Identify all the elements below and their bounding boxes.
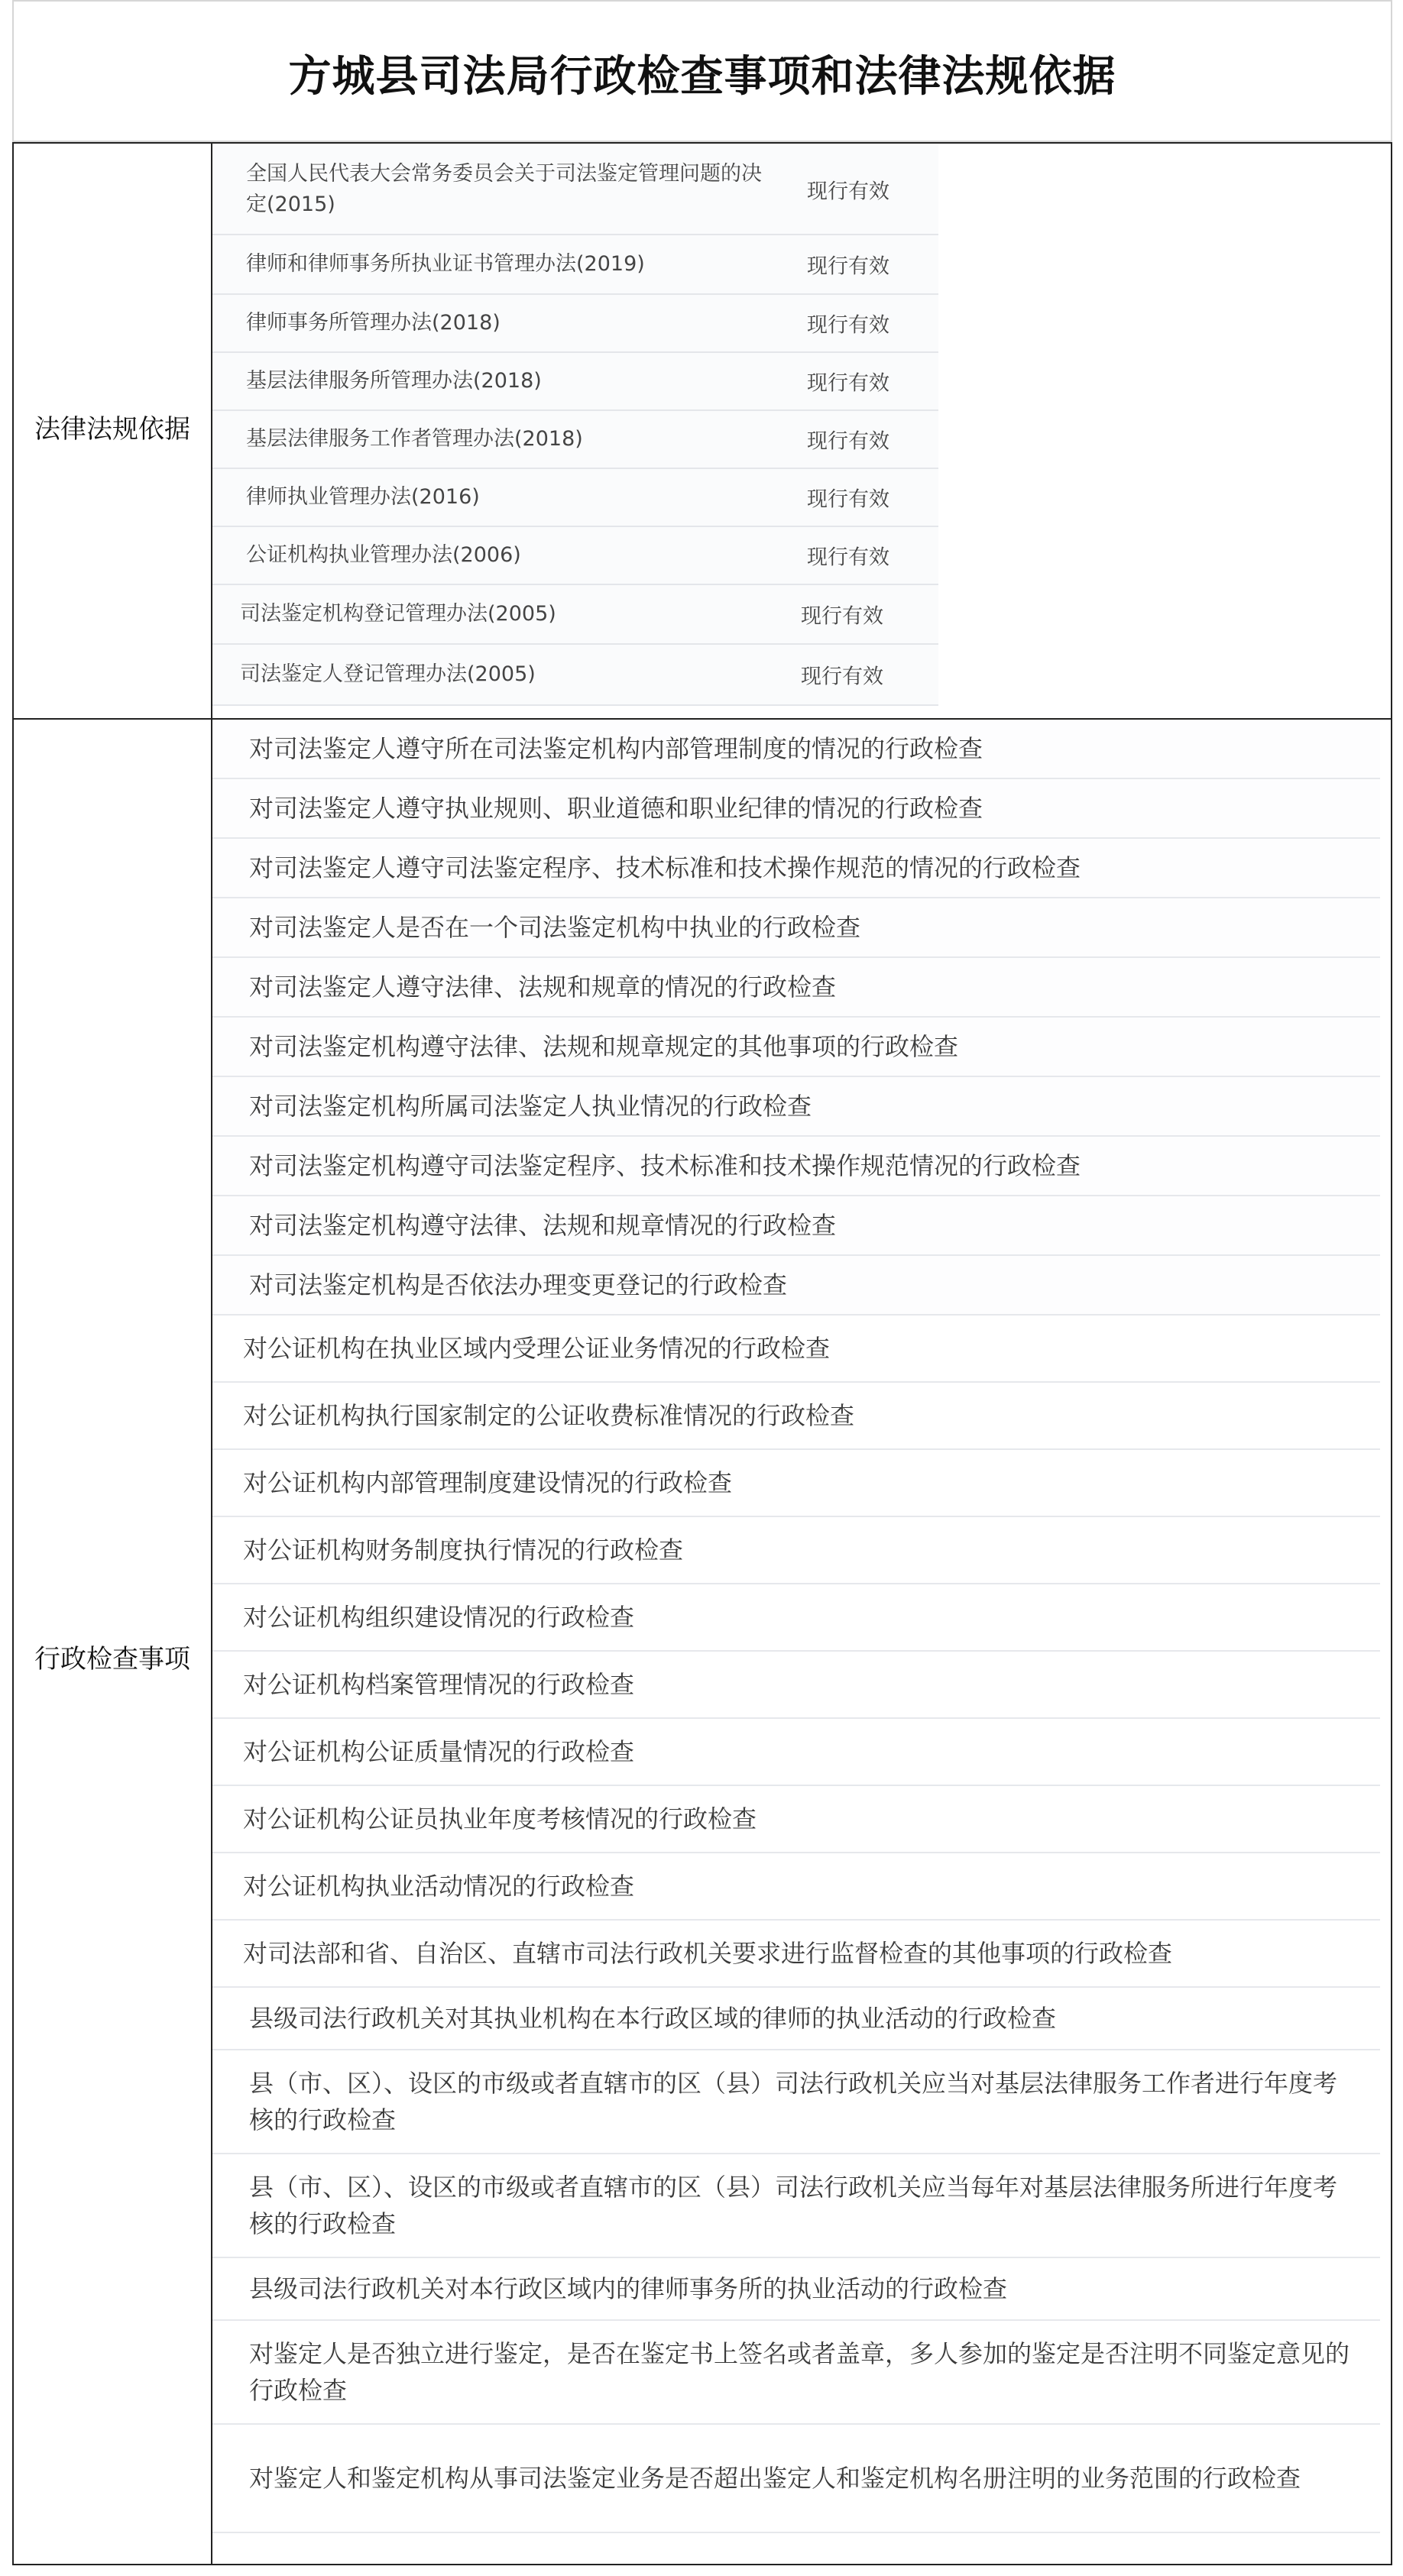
items-section-label: 行政检查事项 xyxy=(34,1644,190,1675)
inspection-item-row xyxy=(212,1196,1380,1256)
law-name: 全国人民代表大会常务委员会关于司法鉴定管理问题的决定(2015) xyxy=(246,162,762,216)
inspection-item-text: 对公证机构执业活动情况的行政检查 xyxy=(243,1872,635,1901)
inspection-item-row xyxy=(212,1256,1380,1316)
inspection-item-row xyxy=(212,2425,1380,2533)
inspection-item-row xyxy=(212,1450,1380,1517)
inspection-item-row xyxy=(212,1383,1380,1450)
inspection-item-row xyxy=(212,1719,1380,1786)
inspection-item-text: 对司法鉴定机构遵守法律、法规和规章情况的行政检查 xyxy=(249,1211,837,1240)
inspection-item-text: 对公证机构公证质量情况的行政检查 xyxy=(243,1737,635,1766)
law-status: 现行有效 xyxy=(801,604,883,629)
inspection-item-text: 县（市、区）、设区的市级或者直辖市的区（县）司法行政机关应当对基层法律服务工作者进行年度考核的行政检查 xyxy=(249,2069,1338,2134)
inspection-item-text: 对鉴定人是否独立进行鉴定，是否在鉴定书上签名或者盖章，多人参加的鉴定是否注明不同鉴定意见的行政检查 xyxy=(249,2339,1350,2405)
laws-section-label: 法律法规依据 xyxy=(34,414,190,445)
inspection-item-row xyxy=(212,1584,1380,1652)
law-row xyxy=(212,585,938,645)
law-row xyxy=(212,295,938,353)
inspection-item-text: 对司法鉴定人遵守所在司法鉴定机构内部管理制度的情况的行政检查 xyxy=(249,734,983,763)
inspection-item-text: 对司法鉴定机构遵守司法鉴定程序、技术标准和技术操作规范情况的行政检查 xyxy=(249,1151,1081,1180)
inspection-item-row xyxy=(212,1316,1380,1383)
law-name: 司法鉴定人登记管理办法(2005) xyxy=(240,662,536,686)
page-title: 方城县司法局行政检查事项和法律法规依据 xyxy=(288,51,1116,102)
law-row xyxy=(212,411,938,469)
inspection-item-row xyxy=(212,779,1380,839)
inspection-item-text: 对司法部和省、自治区、直辖市司法行政机关要求进行监督检查的其他事项的行政检查 xyxy=(243,1939,1173,1968)
law-name: 律师执业管理办法(2016) xyxy=(246,485,480,509)
inspection-item-row xyxy=(212,720,1380,779)
inspection-item-text: 对司法鉴定人遵守司法鉴定程序、技术标准和技术操作规范的情况的行政检查 xyxy=(249,853,1081,882)
inspection-item-text: 对公证机构在执业区域内受理公证业务情况的行政检查 xyxy=(243,1334,831,1363)
inspection-item-text: 对司法鉴定机构遵守法律、法规和规章规定的其他事项的行政检查 xyxy=(249,1032,959,1061)
law-row xyxy=(212,235,938,295)
inspection-item-row xyxy=(212,2050,1380,2154)
inspection-item-row xyxy=(212,898,1380,958)
inspection-item-row xyxy=(212,1853,1380,1921)
inspection-item-row xyxy=(212,2321,1380,2425)
law-name: 基层法律服务工作者管理办法(2018) xyxy=(246,427,583,451)
inspection-item-row xyxy=(212,1652,1380,1719)
inspection-item-row xyxy=(212,1988,1380,2050)
inspection-item-text: 对司法鉴定人是否在一个司法鉴定机构中执业的行政检查 xyxy=(249,913,861,942)
main-table xyxy=(12,142,1392,2565)
law-status: 现行有效 xyxy=(807,545,889,570)
inspection-item-text: 对公证机构公证员执业年度考核情况的行政检查 xyxy=(243,1804,757,1833)
inspection-item-text: 县级司法行政机关对其执业机构在本行政区域的律师的执业活动的行政检查 xyxy=(249,2004,1057,2033)
inspection-item-text: 对公证机构财务制度执行情况的行政检查 xyxy=(243,1536,684,1565)
inspection-item-row xyxy=(212,2258,1380,2321)
inspection-item-text: 对司法鉴定人遵守法律、法规和规章的情况的行政检查 xyxy=(249,972,837,1002)
law-name: 公证机构执业管理办法(2006) xyxy=(246,543,521,567)
inspection-item-row xyxy=(212,1786,1380,1853)
inspection-item-text: 对公证机构组织建设情况的行政检查 xyxy=(243,1603,635,1632)
law-name: 基层法律服务所管理办法(2018) xyxy=(246,369,542,393)
law-status: 现行有效 xyxy=(807,371,889,396)
inspection-item-row xyxy=(212,958,1380,1018)
inspection-item-text: 对司法鉴定机构所属司法鉴定人执业情况的行政检查 xyxy=(249,1092,812,1121)
law-status: 现行有效 xyxy=(807,487,889,512)
law-name: 司法鉴定机构登记管理办法(2005) xyxy=(240,602,556,626)
law-row xyxy=(212,469,938,527)
law-name: 律师和律师事务所执业证书管理办法(2019) xyxy=(246,252,645,276)
law-status: 现行有效 xyxy=(807,313,889,338)
law-row xyxy=(212,145,938,235)
inspection-item-row xyxy=(212,2154,1380,2258)
inspection-item-text: 对司法鉴定机构是否依法办理变更登记的行政检查 xyxy=(249,1270,788,1299)
inspection-item-row xyxy=(212,839,1380,898)
law-status: 现行有效 xyxy=(807,254,889,279)
inspection-item-text: 对公证机构执行国家制定的公证收费标准情况的行政检查 xyxy=(243,1401,855,1430)
inspection-item-text: 县（市、区）、设区的市级或者直辖市的区（县）司法行政机关应当每年对基层法律服务所进行年度考核的行政检查 xyxy=(249,2173,1338,2238)
inspection-item-row xyxy=(212,1517,1380,1584)
inspection-item-text: 对司法鉴定人遵守执业规则、职业道德和职业纪律的情况的行政检查 xyxy=(249,794,983,823)
inspection-item-text: 对公证机构档案管理情况的行政检查 xyxy=(243,1670,635,1699)
title-box xyxy=(12,0,1392,142)
law-name: 律师事务所管理办法(2018) xyxy=(246,311,501,335)
inspection-item-text: 对公证机构内部管理制度建设情况的行政检查 xyxy=(243,1468,733,1497)
inspection-item-text: 县级司法行政机关对本行政区域内的律师事务所的执业活动的行政检查 xyxy=(249,2274,1008,2303)
inspection-item-text: 对鉴定人和鉴定机构从事司法鉴定业务是否超出鉴定人和鉴定机构名册注明的业务范围的行政检查 xyxy=(249,2464,1301,2493)
inspection-item-row xyxy=(212,1137,1380,1196)
law-row xyxy=(212,353,938,411)
law-status: 现行有效 xyxy=(807,180,889,204)
inspection-item-row xyxy=(212,1018,1380,1077)
inspection-item-row xyxy=(212,1077,1380,1137)
law-status: 现行有效 xyxy=(807,429,889,454)
inspection-item-row xyxy=(212,1921,1380,1988)
law-row xyxy=(212,527,938,585)
law-row xyxy=(212,645,938,706)
law-status: 现行有效 xyxy=(801,665,883,689)
laws-list xyxy=(212,145,938,717)
